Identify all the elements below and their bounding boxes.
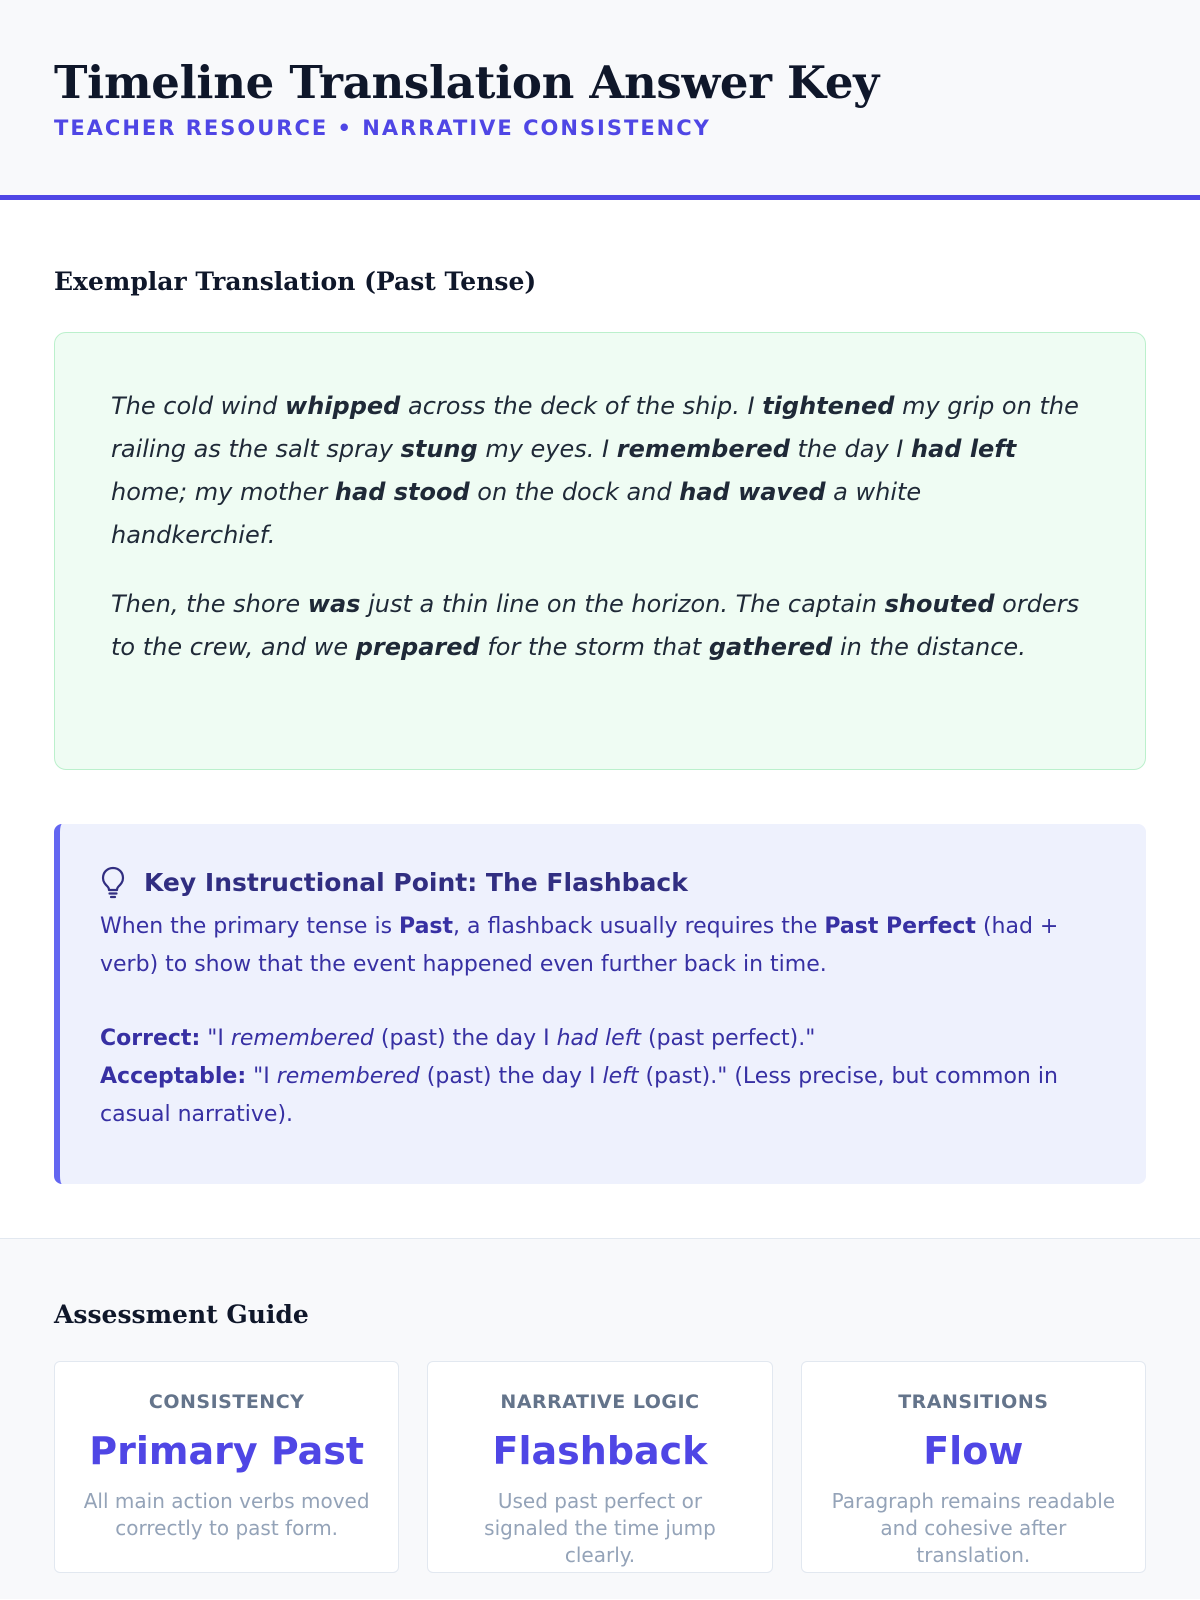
assessment-card-narrative-logic [427, 1361, 772, 1573]
card-label: NARRATIVE LOGIC [500, 1391, 700, 1413]
assessment-title: Assessment Guide [54, 1300, 309, 1329]
callout-intro [100, 908, 1106, 984]
bold-text: prepared [355, 633, 480, 661]
exemplar-paragraph-2 [111, 583, 1089, 669]
callout-header [100, 862, 1106, 902]
exemplar-title: Exemplar Translation (Past Tense) [54, 267, 537, 296]
assessment-card-consistency [54, 1361, 399, 1573]
text-run: (past)." (Less precise, but common in casual narrative). [100, 1064, 1058, 1127]
card-label: TRANSITIONS [898, 1391, 1049, 1413]
exemplar-box [54, 332, 1146, 770]
bold-text: had stood [334, 478, 470, 506]
bold-text: had left [911, 435, 1017, 463]
text-run: The cold wind [111, 392, 286, 420]
card-description: Used past perfect or signaled the time jump clearly. [484, 1489, 716, 1567]
text-run: "I [200, 1026, 231, 1051]
callout-title: Key Instructional Point: The Flashback [144, 867, 688, 897]
italic-text: had left [556, 1026, 642, 1051]
bold-text: whipped [285, 392, 401, 420]
bold-text: tightened [762, 392, 895, 420]
page-subtitle: TEACHER RESOURCE • NARRATIVE CONSISTENCY [54, 116, 711, 140]
assessment-section [0, 1239, 1200, 1599]
text-run: "I [246, 1064, 277, 1089]
main-content [0, 200, 1200, 1184]
text-run: on the dock and [469, 478, 680, 506]
text-run: (past perfect)." [641, 1026, 816, 1051]
card-description: Paragraph remains readable and cohesive after translation. [831, 1489, 1116, 1567]
card-value: Flashback [492, 1429, 708, 1473]
bold-text: Past [399, 914, 454, 939]
card-label: CONSISTENCY [148, 1391, 305, 1413]
italic-text: left [602, 1064, 639, 1089]
bold-text: stung [400, 435, 478, 463]
bold-text: Correct: [100, 1026, 201, 1051]
italic-text: remembered [230, 1026, 374, 1051]
lightbulb-icon [100, 865, 126, 899]
card-value: Primary Past [89, 1429, 365, 1473]
card-value: Flow [923, 1429, 1024, 1473]
bold-text: shouted [884, 590, 995, 618]
text-run: (past) the day I [419, 1064, 603, 1089]
page-header [0, 0, 1200, 200]
bold-text: was [307, 590, 361, 618]
exemplar-paragraph-1 [111, 385, 1089, 557]
page-title: Timeline Translation Answer Key [54, 56, 880, 109]
text-run: for the storm that [479, 633, 709, 661]
bold-text: Acceptable: [100, 1064, 247, 1089]
text-run: (past) the day I [373, 1026, 557, 1051]
text-run: in the distance. [832, 633, 1026, 661]
card-description: All main action verbs moved correctly to past form. [83, 1489, 370, 1540]
callout-acceptable-example [100, 1058, 1106, 1134]
italic-text: remembered [276, 1064, 420, 1089]
bold-text: remembered [616, 435, 790, 463]
text-run: orders to the crew, and we [111, 590, 1080, 661]
bold-text: gathered [708, 633, 833, 661]
text-run: my grip on the railing as the salt spray [111, 392, 1079, 463]
assessment-card-transitions [801, 1361, 1146, 1573]
text-run: my eyes. I [477, 435, 617, 463]
callout-correct-example [100, 1020, 1106, 1058]
text-run: , a flashback usually requires the [453, 914, 825, 939]
text-run: a white handkerchief. [111, 478, 922, 549]
key-point-callout [54, 824, 1146, 1184]
text-run: the day I [789, 435, 912, 463]
assessment-cards [54, 1361, 1146, 1573]
text-run: across the deck of the ship. I [400, 392, 763, 420]
text-run: Then, the shore [111, 590, 308, 618]
bold-text: had waved [679, 478, 826, 506]
text-run: just a thin line on the horizon. The captain [360, 590, 885, 618]
text-run: home; my mother [111, 478, 335, 506]
text-run: (had + verb) to show that the event happened even further back in time. [100, 914, 1059, 977]
bold-text: Past Perfect [824, 914, 976, 939]
text-run: When the primary tense is [100, 914, 400, 939]
